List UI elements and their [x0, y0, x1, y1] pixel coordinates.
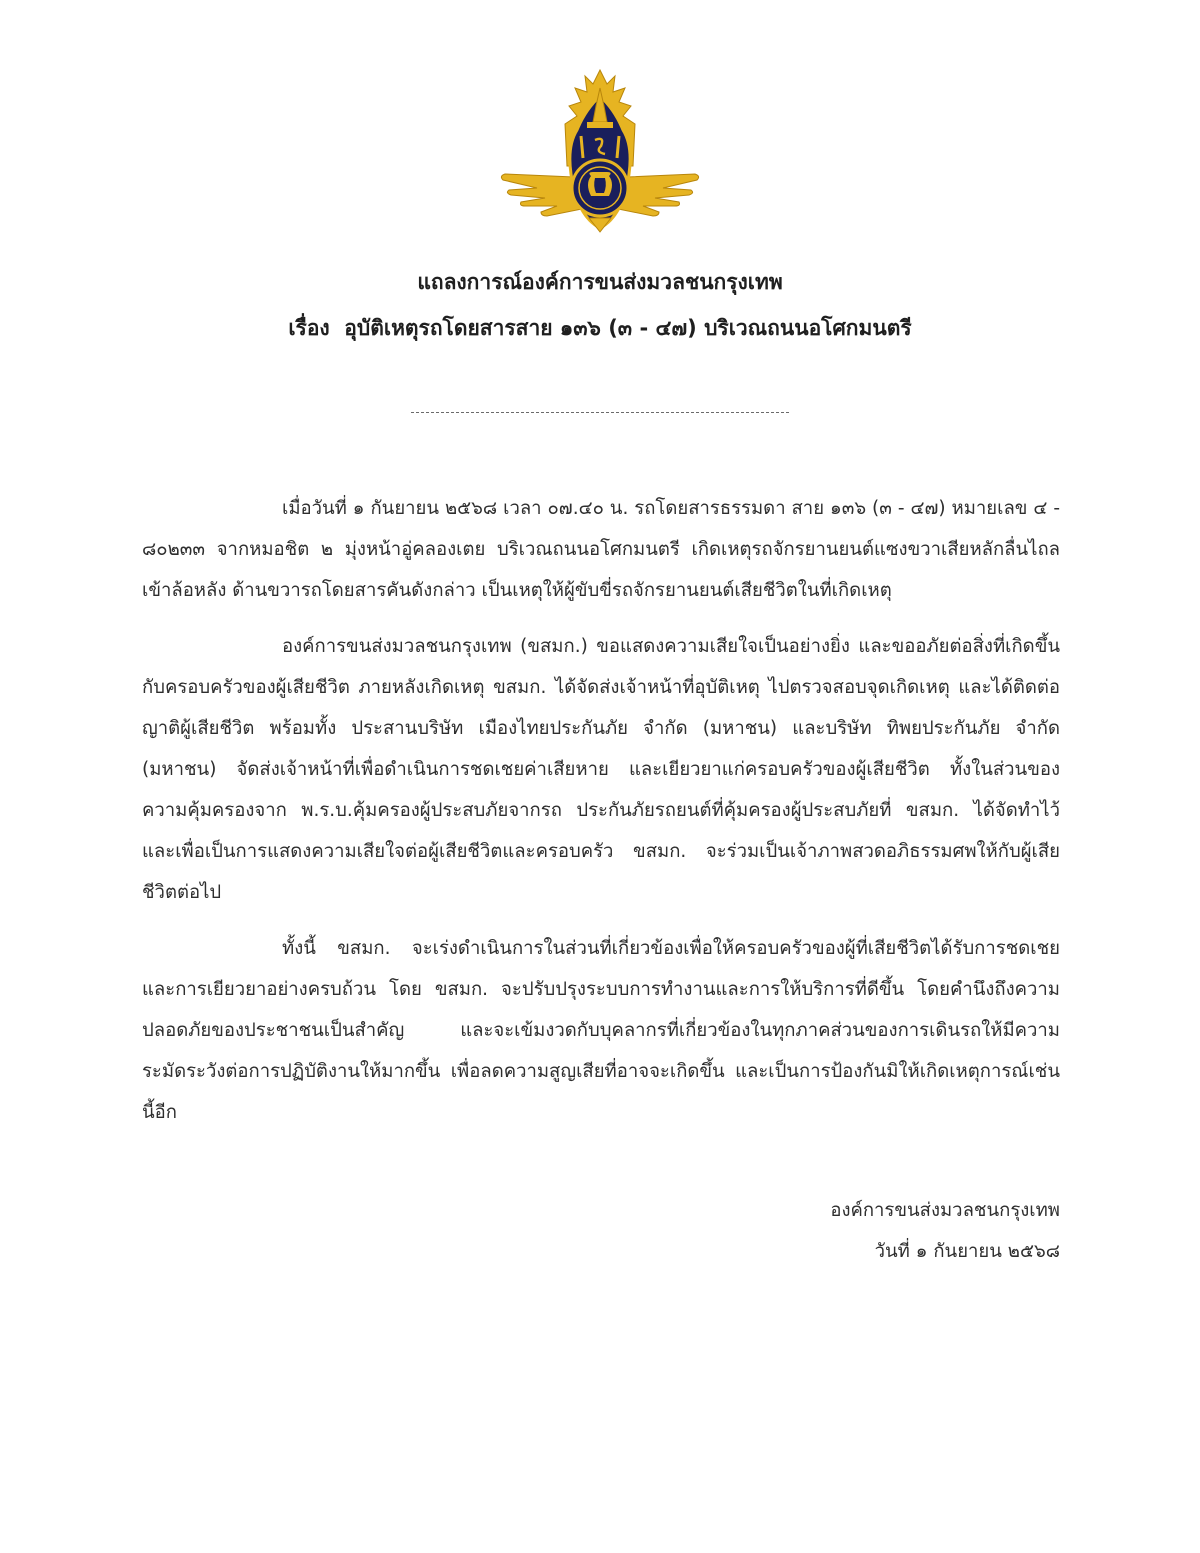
signature-organization: องค์การขนส่งมวลชนกรุงเทพ — [830, 1200, 1060, 1221]
dashed-divider — [411, 412, 789, 413]
signature-date: วันที่ ๑ กันยายน ๒๕๖๘ — [874, 1241, 1060, 1262]
bmta-emblem-icon — [497, 66, 703, 236]
body-paragraph-condolence: องค์การขนส่งมวลชนกรุงเทพ (ขสมก.) ขอแสดงความเสียใจเป็นอย่างยิ่ง และขออภัยต่อสิ่งที่เกิดขึ้นกับครอบครัวของผู้เสียชีวิต ภายหลังเกิดเหตุ ขสมก. ได้จัดส่งเจ้าหน้าที่อุบัติเหตุ ไปตรวจสอบจุดเกิดเหตุ และได้ติดต่อญาติผู้เสียชีวิต พร้อมทั้ง ประสานบริษัท เมืองไทยประกันภัย จำกัด (มหาชน) และบริษัท ทิพยประกันภัย จำกัด (มหาชน) จัดส่งเจ้าหน้าที่เพื่อดำเนินการชดเชยค่าเสียหาย และเยียวยาแก่ครอบครัวของผู้เสียชีวิต ทั้งในส่วนของความคุ้มครองจาก พ.ร.บ.คุ้มครองผู้ประสบภัยจากรถ ประกันภัยรถยนต์ที่คุ้มครองผู้ประสบภัยที่ ขสมก. ได้จัดทำไว้ และเพื่อเป็นการแสดงความเสียใจต่อผู้เสียชีวิตและครอบครัว ขสมก. จะร่วมเป็นเจ้าภาพสวดอภิธรรมศพให้กับผู้เสียชีวิตต่อไป — [142, 636, 1060, 903]
body-paragraph-incident: เมื่อวันที่ ๑ กันยายน ๒๕๖๘ เวลา ๐๗.๔๐ น. รถโดยสารธรรมดา สาย ๑๓๖ (๓ - ๔๗) หมายเลข ๔ - ๘๐๒๓๓ จากหมอชิต ๒ มุ่งหน้าอู่คลองเตย บริเวณถนนอโศกมนตรี เกิดเหตุรถจักรยานยนต์แซงขวาเสียหลักลื่นไถลเข้าล้อหลัง ด้านขวารถโดยสารคันดังกล่าว เป็นเหตุให้ผู้ขับขี่รถจักรยานยนต์เสียชีวิตในที่เกิดเหตุ — [142, 498, 1060, 601]
document-title: แถลงการณ์องค์การขนส่งมวลชนกรุงเทพ — [417, 270, 783, 294]
document-subject: เรื่อง อุบัติเหตุรถโดยสารสาย ๑๓๖ (๓ - ๔๗) บริเวณถนนอโศกมนตรี — [288, 316, 912, 340]
body-paragraph-measures: ทั้งนี้ ขสมก. จะเร่งดำเนินการในส่วนที่เกี่ยวข้องเพื่อให้ครอบครัวของผู้ที่เสียชีวิตได้รับการชดเชยและการเยียวยาอย่างครบถ้วน โดย ขสมก. จะปรับปรุงระบบการทำงานและการให้บริการที่ดีขึ้น โดยคำนึงถึงความปลอดภัยของประชาชนเป็นสำคัญ และจะเข้มงวดกับบุคลากรที่เกี่ยวข้องในทุกภาคส่วนของการเดินรถให้มีความระมัดระวังต่อการปฏิบัติงานให้มากขึ้น เพื่อลดความสูญเสียที่อาจจะเกิดขึ้น และเป็นการป้องกันมิให้เกิดเหตุการณ์เช่นนี้อีก — [142, 938, 1060, 1123]
signature-block — [830, 1190, 1060, 1272]
